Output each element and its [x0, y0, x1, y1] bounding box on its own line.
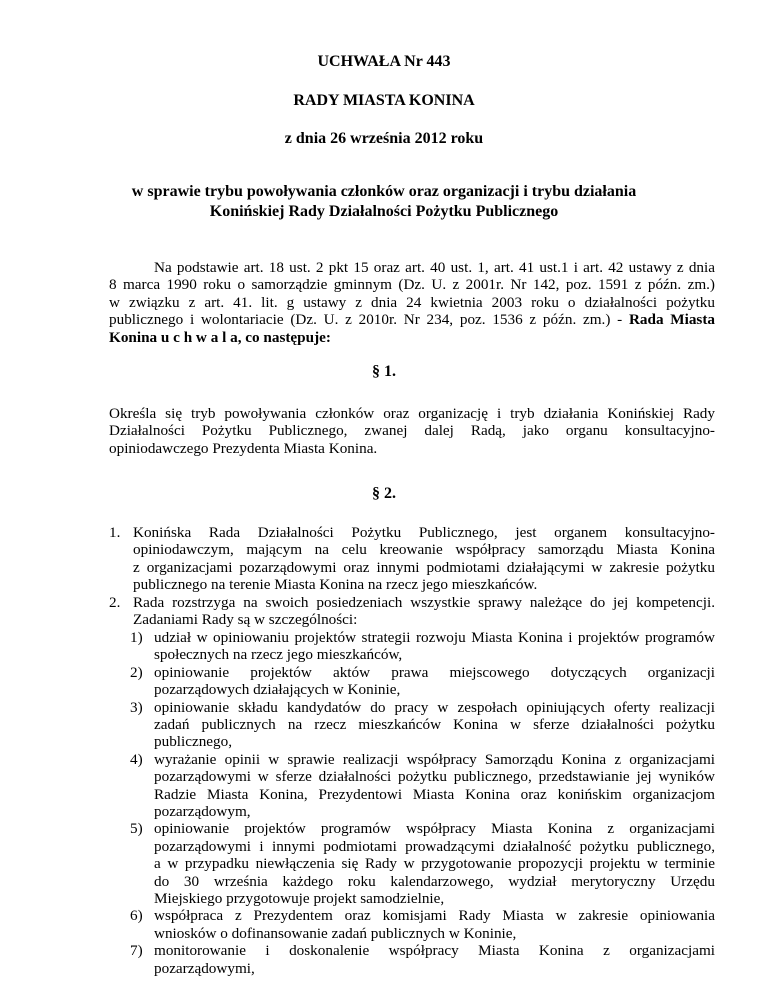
task-item-7-line-2: pozarządowymi, — [154, 959, 255, 977]
section-2-sign: § 2. — [372, 485, 396, 502]
point-1-line-4: publicznego na terenie Miasta Konina na rzecz jego mieszkańców. — [133, 576, 538, 594]
legal-basis-line-3: w związku z art. 41. lit. g ustawy z dnia 24 kwietnia 2003 roku o działalności pożytku — [109, 293, 715, 311]
task-item-3-number: 3) — [130, 698, 143, 716]
task-item-5 — [130, 820, 715, 907]
point-1-number: 1. — [109, 524, 121, 541]
task-item-5-line-3: a w przypadku niewłączenia się Rady w przygotowanie propozycji projektu w terminie — [154, 855, 715, 873]
section-1-line-1: Określa się tryb powoływania członków oraz organizację i tryb działania Konińskiej Rady — [109, 405, 715, 422]
resolution-date: z dnia 26 września 2012 roku — [284, 130, 484, 147]
section-1-line-2: Działalności Pożytku Publicznego, zwanej dalej Radą, jako organu konsultacyjno- — [109, 422, 715, 440]
task-item-5-line-4: do 30 września każdego roku kalendarzowego, wydział merytoryczny Urzędu — [154, 872, 715, 890]
task-item-2-number: 2) — [130, 663, 143, 681]
section-1-line-3: opiniodawczego Prezydenta Miasta Konina. — [109, 439, 378, 457]
task-item-6-number: 6) — [130, 907, 143, 925]
section-1-text — [109, 405, 715, 457]
task-item-1 — [130, 629, 715, 664]
task-item-4-line-1: wyrażanie opinii w sprawie realizacji współpracy Samorządu Konina z organizacjami — [154, 750, 715, 768]
task-item-1-text — [154, 629, 715, 664]
task-item-2-line-2: pozarządowych działających w Koninie, — [154, 681, 401, 699]
task-item-3-text — [154, 699, 715, 751]
task-item-2-line-1: opiniowanie projektów aktów prawa miejscowego dotyczących organizacji — [154, 663, 715, 681]
point-2-text — [133, 594, 715, 629]
subject-line-1: w sprawie trybu powoływania członków oraz organizacji i trybu działania — [131, 183, 637, 200]
point-2 — [109, 594, 715, 630]
task-item-1-line-1: udział w opiniowaniu projektów strategii rozwoju Miasta Konina i projektów programów — [154, 629, 715, 646]
task-item-5-text — [154, 820, 715, 907]
point-1-line-1: Konińska Rada Działalności Pożytku Publicznego, jest organem konsultacyjno- — [133, 524, 715, 541]
legal-basis-line-2: 8 marca 1990 roku o samorządzie gminnym (Dz. U. z 2001r. Nr 142, poz. 1591 z późn. zm.) — [109, 276, 715, 294]
task-item-5-line-5: Miejskiego przygotowuje projekt samodzielnie, — [154, 890, 445, 908]
task-item-4-number: 4) — [130, 750, 143, 768]
task-item-7-line-1: monitorowanie i doskonalenie współpracy Miasta Konina z organizacjami — [154, 942, 715, 960]
resolution-title: UCHWAŁA Nr 443 — [317, 53, 451, 70]
task-item-5-line-2: pozarządowymi i innymi podmiotami prowadzącymi działalność pożytku publicznego, — [154, 837, 715, 855]
task-item-2 — [130, 664, 715, 699]
task-item-5-line-1: opiniowanie projektów programów współpracy Miasta Konina z organizacjami — [154, 820, 715, 838]
section-1-sign: § 1. — [372, 363, 396, 380]
task-item-5-number: 5) — [130, 820, 143, 838]
legal-basis-line-5: Konina u c h w a l a, co następuje: — [109, 328, 331, 346]
task-item-4-line-4: pozarządowym, — [154, 803, 251, 821]
task-item-7-number: 7) — [130, 942, 143, 960]
task-item-3-line-2: zadań publicznych na rzecz mieszkańców Konina w sferze działalności pożytku — [154, 716, 715, 733]
point-1-line-2: opiniodawczym, mającym na celu kreowanie współpracy samorządu Miasta Konina — [133, 541, 715, 559]
point-1-text — [133, 524, 715, 594]
legal-basis-line-1: Na podstawie art. 18 ust. 2 pkt 15 oraz art. 40 ust. 1, art. 41 ust.1 i art. 42 ustawy z dnia — [154, 259, 715, 276]
legal-basis-council-name: Rada Miasta — [628, 311, 715, 329]
legal-basis-paragraph — [109, 259, 715, 346]
task-item-2-text — [154, 664, 715, 699]
task-item-1-line-2: społecznych na rzecz jego mieszkańców, — [154, 646, 403, 664]
task-item-3-line-1: opiniowanie składu kandydatów do pracy w zespołach opiniujących oferty realizacji — [154, 698, 715, 716]
task-item-4-line-3: Radzie Miasta Konina, Prezydentowi Miasta Konina oraz konińskim organizacjom — [154, 785, 715, 803]
task-item-6-text — [154, 907, 715, 942]
task-item-4 — [130, 751, 715, 821]
point-2-line-2: Zadaniami Rady są w szczególności: — [133, 611, 358, 629]
task-item-7 — [130, 942, 715, 977]
point-2-number: 2. — [109, 594, 121, 611]
task-item-3 — [130, 699, 715, 751]
point-1-line-3: z organizacjami pozarządowymi oraz innymi podmiotami działającymi w zakresie pożytku — [133, 558, 715, 576]
task-item-4-text — [154, 751, 715, 821]
legal-basis-line-4-text: publicznego i wolontariacie (Dz. U. z 2010r. Nr 234, poz. 1536 z późn. zm.) - — [109, 311, 623, 329]
task-item-6 — [130, 907, 715, 942]
subject-line-2: Konińskiej Rady Działalności Pożytku Publicznego — [209, 203, 559, 220]
task-item-3-line-3: publicznego, — [154, 733, 233, 751]
resolution-subject — [100, 182, 668, 222]
point-1 — [109, 524, 715, 594]
task-item-6-line-2: wniosków o dofinansowanie zadań publicznych w Koninie, — [154, 924, 517, 942]
legal-basis-line-4 — [109, 311, 715, 328]
resolution-issuer: RADY MIASTA KONINA — [293, 92, 475, 109]
task-item-4-line-2: pozarządowymi w sferze działalności pożytku publicznego, przedstawianie jej wyników — [154, 768, 715, 786]
task-item-6-line-1: współpraca z Prezydentem oraz komisjami Rady Miasta w zakresie opiniowania — [154, 907, 715, 925]
task-item-7-text — [154, 942, 715, 977]
task-item-1-number: 1) — [130, 629, 143, 646]
point-2-line-1: Rada rozstrzyga na swoich posiedzeniach wszystkie sprawy należące do jej kompetencji. — [133, 594, 715, 611]
